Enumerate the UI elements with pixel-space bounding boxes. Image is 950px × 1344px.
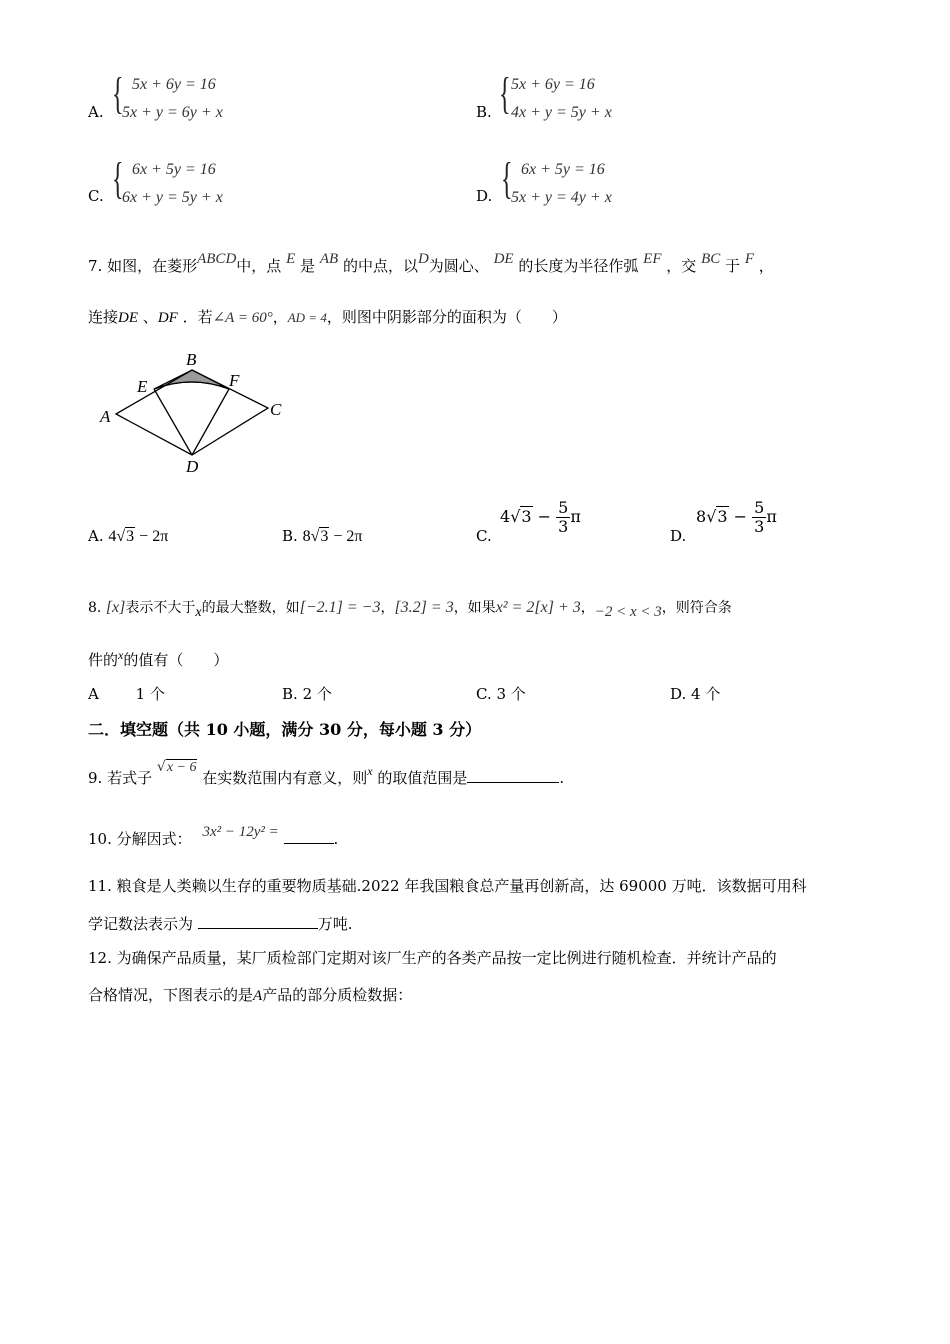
math: x − 6 xyxy=(166,760,197,775)
q12-line-2 xyxy=(88,985,412,1006)
answer-blank[interactable] xyxy=(467,782,559,783)
q7-option-a: A. 4√3 − 2π xyxy=(88,527,169,545)
brace-icon: { xyxy=(112,69,124,118)
text: ， xyxy=(758,257,774,275)
option-text: 1 个 xyxy=(135,685,165,703)
label-a: A xyxy=(100,407,111,426)
text: ．若 xyxy=(182,308,213,326)
segment-df xyxy=(192,389,229,455)
text: 分解因式： xyxy=(116,830,192,848)
coef: 4 xyxy=(500,507,511,526)
text: 产品的部分质检数据： xyxy=(262,986,413,1004)
option-label: A. xyxy=(88,527,104,545)
q8-option-a xyxy=(88,683,165,704)
math: x xyxy=(118,648,124,662)
text: . xyxy=(333,830,339,848)
q7-option-c-label: C. xyxy=(476,527,492,545)
text: 连接 xyxy=(88,308,119,326)
math: AD = 4 xyxy=(287,310,327,325)
question-number: 10. xyxy=(88,830,112,848)
question-number: 9. xyxy=(88,769,103,787)
math: x² = 2[x] + 3 xyxy=(495,599,581,616)
math: E xyxy=(286,251,296,267)
radicand: 3 xyxy=(521,507,532,526)
equation-2: 5x + y = 4y + x xyxy=(511,189,612,206)
text: ，如果 xyxy=(453,600,496,616)
option-label: D. xyxy=(476,187,493,205)
math: x xyxy=(367,764,373,778)
q10 xyxy=(88,824,339,850)
math: DE xyxy=(118,310,139,326)
text: 如图，在菱形 xyxy=(107,257,198,275)
equation-1: 6x + 5y = 16 xyxy=(521,161,605,178)
q9: 9. 若式子 √x − 6 在实数范围内有意义，则$^x$ 的取值范围是 . xyxy=(88,759,565,787)
text: 件的 xyxy=(88,651,119,669)
text: 是 xyxy=(300,257,316,275)
text: 的长度为半径作弧 xyxy=(518,257,639,275)
q7-option-c: 4√3 − $\frac{5}{3}$ π xyxy=(500,498,581,536)
text: 粮食是人类赖以生存的重要物质基础.2022 年我国粮食总产量再创新高，达 69000 万吨．该数据可用科 xyxy=(116,877,807,895)
q8-option-d xyxy=(670,683,720,704)
math: ∠A = 60° xyxy=(212,310,273,326)
math: [−2.1] = −3 xyxy=(299,599,381,616)
question-number: 8. xyxy=(88,600,102,616)
text: . xyxy=(559,769,565,787)
question-number: 11. xyxy=(88,877,112,895)
text: 合格情况，下图表示的是 xyxy=(88,986,254,1004)
equation-1: 5x + 6y = 16 xyxy=(132,76,216,93)
equation-2: 5x + y = 6y + x xyxy=(122,104,223,121)
option-text: 2 个 xyxy=(302,685,332,703)
question-number: 7. xyxy=(88,257,103,275)
q12-line-1 xyxy=(88,948,777,968)
text: ， xyxy=(580,600,595,616)
text: 为圆心、 xyxy=(428,257,489,275)
brace-icon: { xyxy=(499,69,511,118)
text: 表示不大于 xyxy=(125,600,196,616)
brace-icon: { xyxy=(501,154,513,203)
option-label: A xyxy=(88,685,99,703)
math: x xyxy=(195,605,202,620)
text: 的中点，以 xyxy=(342,257,418,275)
label-b: B xyxy=(186,350,197,369)
section-title: 二．填空题（共 10 小题，满分 30 分，每小题 3 分） xyxy=(88,720,482,739)
option-label: C. xyxy=(476,685,492,703)
text: 在实数范围内有意义，则 xyxy=(202,769,368,787)
text: 中，点 xyxy=(236,257,282,275)
denominator: 3 xyxy=(558,517,569,536)
answer-blank[interactable] xyxy=(284,843,334,844)
text: ，则图中阴影部分的面积为（ ） xyxy=(326,308,567,326)
math: AB xyxy=(319,251,339,267)
text: ，则符合条 xyxy=(661,600,732,616)
text: 为确保产品质量，某厂质检部门定期对该厂生产的各类产品按一定比例进行随机检查．并统计产品的 xyxy=(116,949,777,967)
text: ， xyxy=(380,600,395,616)
math: F xyxy=(744,251,754,267)
radicand: 3 xyxy=(126,528,135,545)
q11-line-2 xyxy=(88,914,353,934)
math: DF xyxy=(157,310,178,326)
q7-line-1 xyxy=(88,251,774,277)
math: EF xyxy=(643,251,662,267)
math: D xyxy=(417,251,429,267)
q7-option-b: B. 8√3 − 2π xyxy=(282,527,363,545)
option-label: C. xyxy=(88,187,104,205)
equation-2: 6x + y = 5y + x xyxy=(122,189,223,206)
label-d: D xyxy=(186,457,199,476)
math: 3x² − 12y² = xyxy=(202,824,279,840)
equation-1: 6x + 5y = 16 xyxy=(132,161,216,178)
tail: − 2π xyxy=(329,528,363,545)
math: [x] xyxy=(105,599,126,616)
pi: π xyxy=(766,507,777,526)
text: 的最大整数，如 xyxy=(201,600,300,616)
text: 万吨. xyxy=(317,915,353,933)
equation-1: 5x + 6y = 16 xyxy=(511,76,595,93)
equation-2: 4x + y = 5y + x xyxy=(511,104,612,121)
q8-option-c xyxy=(476,683,526,704)
label-f: F xyxy=(229,371,240,390)
option-label: B. xyxy=(282,685,298,703)
tail: − 2π xyxy=(135,528,169,545)
pi: π xyxy=(570,507,581,526)
rhombus-figure xyxy=(95,345,295,480)
q7-option-d-label: D. xyxy=(670,527,687,545)
q7-option-d: 8√3 − $\frac{5}{3}$ π xyxy=(696,498,777,536)
radicand: 3 xyxy=(717,507,728,526)
q8-option-b xyxy=(282,683,332,704)
math: −2 < x < 3 xyxy=(594,604,662,620)
answer-blank[interactable] xyxy=(198,928,318,929)
q8-line-2 xyxy=(88,650,228,671)
math: ABCD xyxy=(197,251,237,267)
text: 于 xyxy=(725,257,741,275)
option-text: 4 个 xyxy=(691,685,721,703)
q7-line-2 xyxy=(88,307,567,328)
label-c: C xyxy=(270,400,282,419)
q8-line-1 xyxy=(88,598,732,619)
text: 学记数法表示为 xyxy=(88,915,194,933)
text: 、 xyxy=(142,308,158,326)
text: 若式子 xyxy=(107,769,153,787)
label-e: E xyxy=(137,377,148,396)
text: ，交 xyxy=(666,257,697,275)
brace-icon: { xyxy=(112,154,124,203)
numerator: 5 xyxy=(558,498,569,517)
option-label: B. xyxy=(476,103,492,121)
numerator: 5 xyxy=(754,498,765,517)
denominator: 3 xyxy=(754,517,765,536)
math: BC xyxy=(701,251,721,267)
coef: 4 xyxy=(108,528,117,545)
option-label: B. xyxy=(282,527,298,545)
q11-line-1 xyxy=(88,876,807,896)
option-text: 3 个 xyxy=(496,685,526,703)
question-number: 12. xyxy=(88,949,112,967)
option-label: A. xyxy=(88,103,104,121)
math: DE xyxy=(493,251,514,267)
math: [3.2] = 3 xyxy=(394,599,454,616)
radicand: 3 xyxy=(320,528,329,545)
text: 的取值范围是 xyxy=(377,769,468,787)
text: ， xyxy=(272,308,288,326)
coef: 8 xyxy=(302,528,311,545)
option-label: D. xyxy=(670,685,687,703)
text: 的值有（ ） xyxy=(123,651,229,669)
math: A xyxy=(253,988,263,1004)
coef: 8 xyxy=(696,507,707,526)
